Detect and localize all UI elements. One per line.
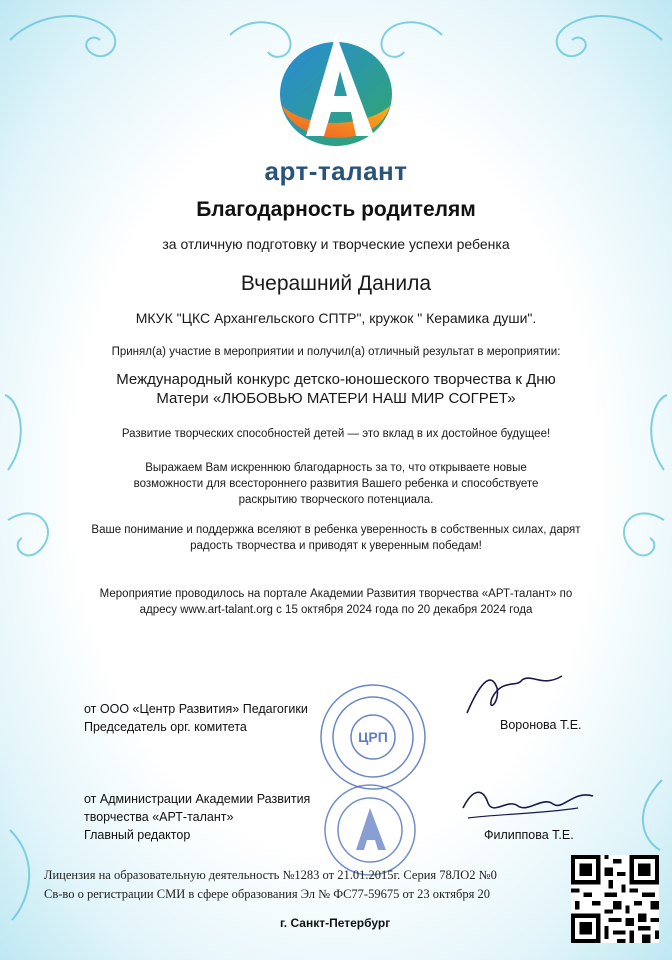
recipient-name: Вчерашний Данила — [240, 272, 432, 295]
academy-seal-icon — [320, 782, 420, 877]
stamp-seal-icon — [318, 682, 428, 792]
paragraph-gratitude: Выражаем Вам искреннюю благодарность за то, что открываете новые возможности для всестороннего развития Вашего ребенка и способствуете раскрытию творческого потенциала. — [133, 462, 539, 506]
license-line-2: Св-во о регистрации СМИ в сфере образования Эл № ФС77-59675 от 23 октября 20 — [44, 887, 490, 901]
signer-1-name: Воронова Т.Е. — [500, 718, 582, 732]
certificate-title: Благодарность родителям — [196, 198, 476, 221]
signature-2-line1: от Администрации Академии Развития — [84, 792, 311, 806]
paragraph-development: Развитие творческих способностей детей — это вклад в их достойное будущее! — [121, 428, 551, 440]
organization-text: МКУК "ЦКС Архангельского СПТР", кружок " Керамика души". — [135, 310, 537, 326]
certificate-subtitle: за отличную подготовку и творческие успехи ребенка — [162, 236, 510, 252]
signer-2-name: Филиппова Т.Е. — [484, 828, 574, 842]
city-label: г. Санкт-Петербург — [280, 916, 391, 930]
signature-2-line2: творчества «АРТ-талант» — [84, 810, 234, 824]
brand-name: арт-талант — [264, 156, 408, 186]
stamp-text: ЦРП — [358, 729, 388, 745]
event-info: Мероприятие проводилось на портале Академии Развития творчества «АРТ-талант» по адресу www.art-talant.org с 15 октября 2024 года по 20 декабря 2024 года — [99, 588, 573, 616]
signature-icon — [462, 668, 572, 723]
signature-block-1 — [84, 700, 308, 736]
participation-text: Принял(а) участие в мероприятии и получил(а) отличный результат в мероприятии: — [111, 346, 561, 358]
license-info — [44, 866, 604, 904]
qr-code-icon — [571, 855, 659, 943]
contest-name: Международный конкурс детско-юношеского творчества к Дню Матери «ЛЮБОВЬЮ МАТЕРИ НАШ МИР СОГРЕТ» — [116, 371, 556, 407]
signature-2-icon — [458, 778, 598, 828]
license-line-1: Лицензия на образовательную деятельность №1283 от 21.01.2015г. Серия 78ЛО2 №0 — [44, 868, 497, 882]
signature-2-line3: Главный редактор — [84, 828, 191, 842]
signature-1-line2: Председатель орг. комитета — [84, 720, 247, 734]
signature-1-line1: от ООО «Центр Развития» Педагогики — [84, 702, 308, 716]
art-talant-logo-icon — [276, 26, 396, 156]
paragraph-support: Ваше понимание и поддержка вселяют в ребенка уверенность в собственных силах, дарят радость творчества и приводят к уверенным победам! — [91, 524, 581, 552]
signature-block-2 — [84, 790, 310, 844]
